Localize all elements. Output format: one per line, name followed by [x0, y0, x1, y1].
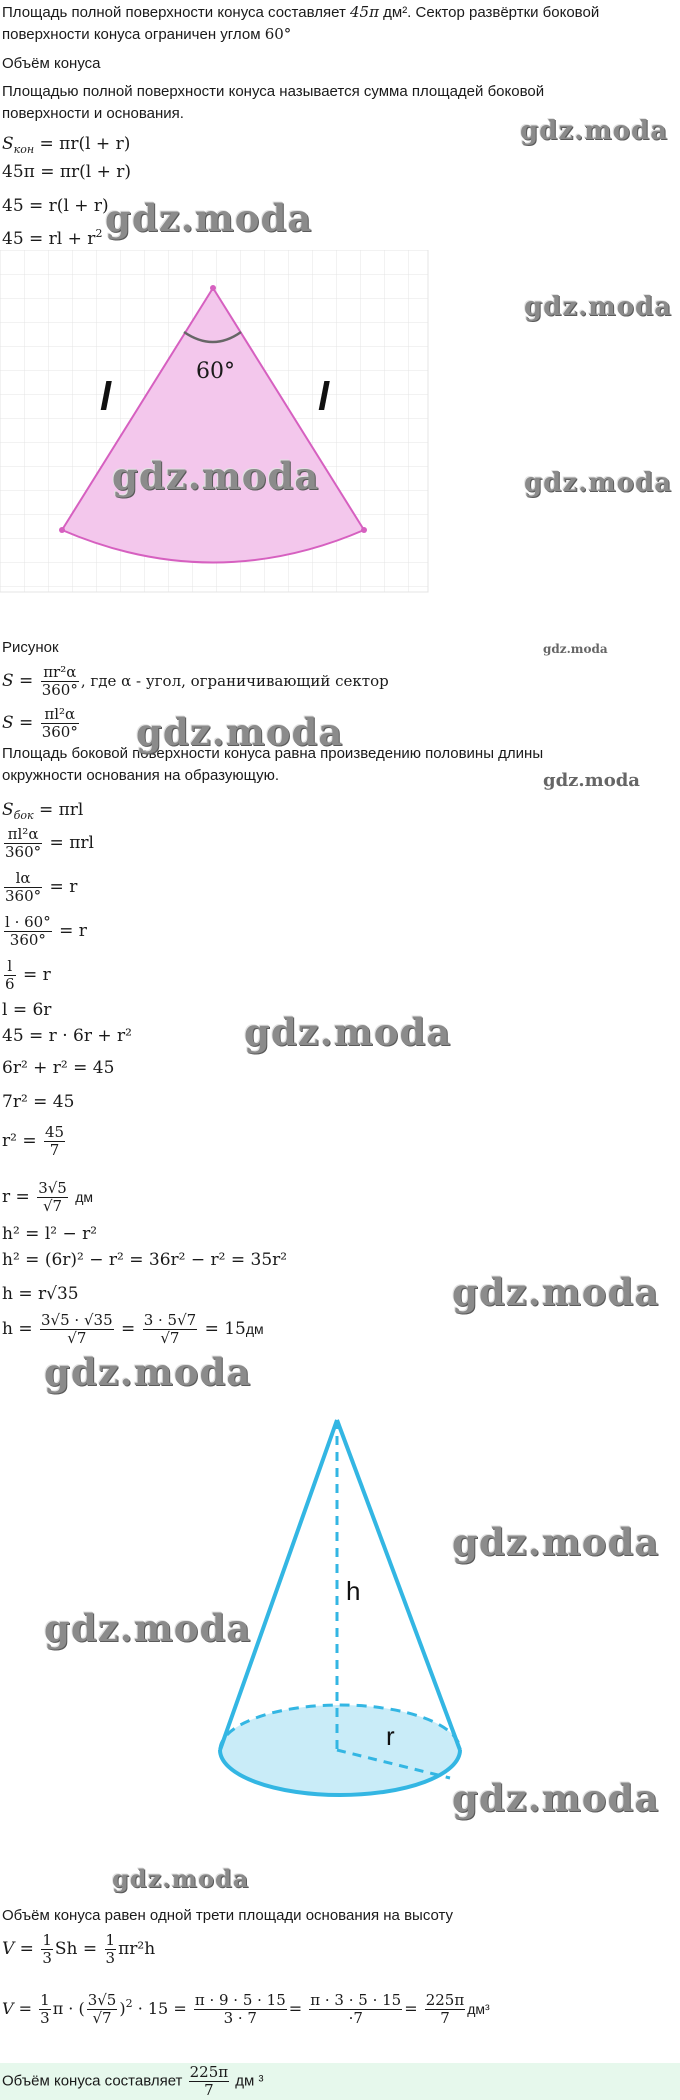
watermark: gdz.moda	[44, 1606, 252, 1650]
height-label: h	[346, 1576, 361, 1606]
cone-side-left	[220, 1420, 337, 1750]
watermark: gdz.moda	[44, 1350, 252, 1394]
radius-label: r	[386, 1721, 395, 1751]
watermark: gdz.moda	[543, 770, 640, 791]
side-label-right: l	[318, 375, 330, 419]
watermark: gdz.moda	[524, 468, 673, 498]
volume-text: Объём конуса равен одной трети площади основания на высоту	[2, 1907, 454, 1924]
equation-1: $S_{кон} = \pi r(l + r)$	[2, 134, 131, 156]
lateral-line-1: Площадь боковой поверхности конуса равна произведению половины длины	[2, 745, 544, 762]
watermark: gdz.moda	[452, 1520, 660, 1564]
watermark: gdz.moda	[520, 116, 669, 146]
derivation-15: h = $\frac{3√5 \cdot √35}{√7}$ = $\frac{3 \cdot 5√7}{√7}$ = 15дм	[2, 1311, 264, 1347]
equation-3: 45 = r(l + r)	[2, 196, 109, 216]
derivation-7: 45 = r · 6r + r²	[2, 1026, 132, 1046]
problem-line-1: Площадь полной поверхности конуса составляет 45π дм². Сектор развёртки боковой	[2, 3, 600, 21]
watermark: gdz.moda	[452, 1776, 660, 1820]
equation-4: 45 = rl + $r^2$	[2, 227, 103, 249]
definition-line-1: Площадью полной поверхности конуса называется сумма площадей боковой	[2, 83, 545, 100]
angle-label: 60°	[196, 359, 235, 384]
derivation-3: $\frac{l\alpha}{360^\circ}$ = r	[5, 869, 78, 905]
sector-formula-2: S = $\frac{\text{πl²α}}{360^\circ}$	[2, 705, 78, 741]
sector-formula-1: S = $\frac{\text{πr²α}}{360^\circ}$ , где α - угол, ограничивающий сектор	[2, 663, 389, 699]
derivation-12: h² = l² − r²	[2, 1224, 98, 1244]
volume-formula-2: V = $\frac{1}{3}$ π · ( $\frac{3√5}{√7}$ )$^2$ · 15 = $\frac{\pi \cdot 9 \cdot 5 \cdot 15}{3 \cdot 7}$ = $\frac{\pi \cdot 3 \cdot 5 \cdot 15}{\cdot 7}$ = $\frac{225\pi}{7}$ дм³	[2, 1991, 490, 2027]
problem-line-2: поверхности конуса ограничен углом 60°	[2, 25, 292, 43]
derivation-1: $S_{бок} = \pi rl$	[2, 800, 84, 822]
side-label-left: l	[100, 375, 112, 419]
watermark: gdz.moda	[244, 1010, 452, 1054]
watermark: gdz.moda	[105, 196, 313, 240]
derivation-13: h² = (6r)² − r² = 36r² − r² = 35r²	[2, 1250, 288, 1270]
equation-2: 45π = πr(l + r)	[2, 162, 132, 182]
watermark: gdz.moda	[112, 454, 320, 498]
derivation-9: 7r² = 45	[2, 1092, 75, 1112]
lateral-line-2: окружности основания на образующую.	[2, 767, 280, 784]
watermark: gdz.moda	[112, 1864, 250, 1893]
derivation-11: r = $\frac{3√5}{√7}$ дм	[2, 1179, 94, 1215]
volume-heading: Объём конуса	[2, 55, 101, 72]
watermark: gdz.moda	[543, 642, 608, 656]
area-value: 45π	[350, 3, 379, 21]
watermark: gdz.moda	[524, 292, 673, 322]
derivation-10: r² = $\frac{45}{7}$	[2, 1123, 65, 1159]
watermark: gdz.moda	[452, 1270, 660, 1314]
watermark: gdz.moda	[136, 710, 344, 754]
definition-line-2: поверхности и основания.	[2, 105, 184, 122]
answer-line: Объём конуса составляет $\frac{225\pi}{7}$ дм ³	[2, 2063, 264, 2099]
derivation-2: $\frac{\text{πl²α}}{360^\circ}$ = πrl	[5, 825, 94, 861]
derivation-6: l = 6r	[2, 1000, 52, 1020]
volume-formula-1: V = $\frac{1}{3}$ Sh = $\frac{1}{3}$ πr²h	[2, 1931, 156, 1967]
derivation-14: h = r√35	[2, 1284, 79, 1304]
derivation-5: $\frac{l}{6}$ = r	[5, 957, 51, 993]
angle-value: 60°	[264, 25, 292, 43]
derivation-4: $\frac{l \cdot 60^\circ}{360^\circ}$ = r	[5, 913, 87, 949]
derivation-8: 6r² + r² = 45	[2, 1058, 115, 1078]
sector-figure	[0, 250, 430, 595]
figure-caption: Рисунок	[2, 639, 59, 656]
